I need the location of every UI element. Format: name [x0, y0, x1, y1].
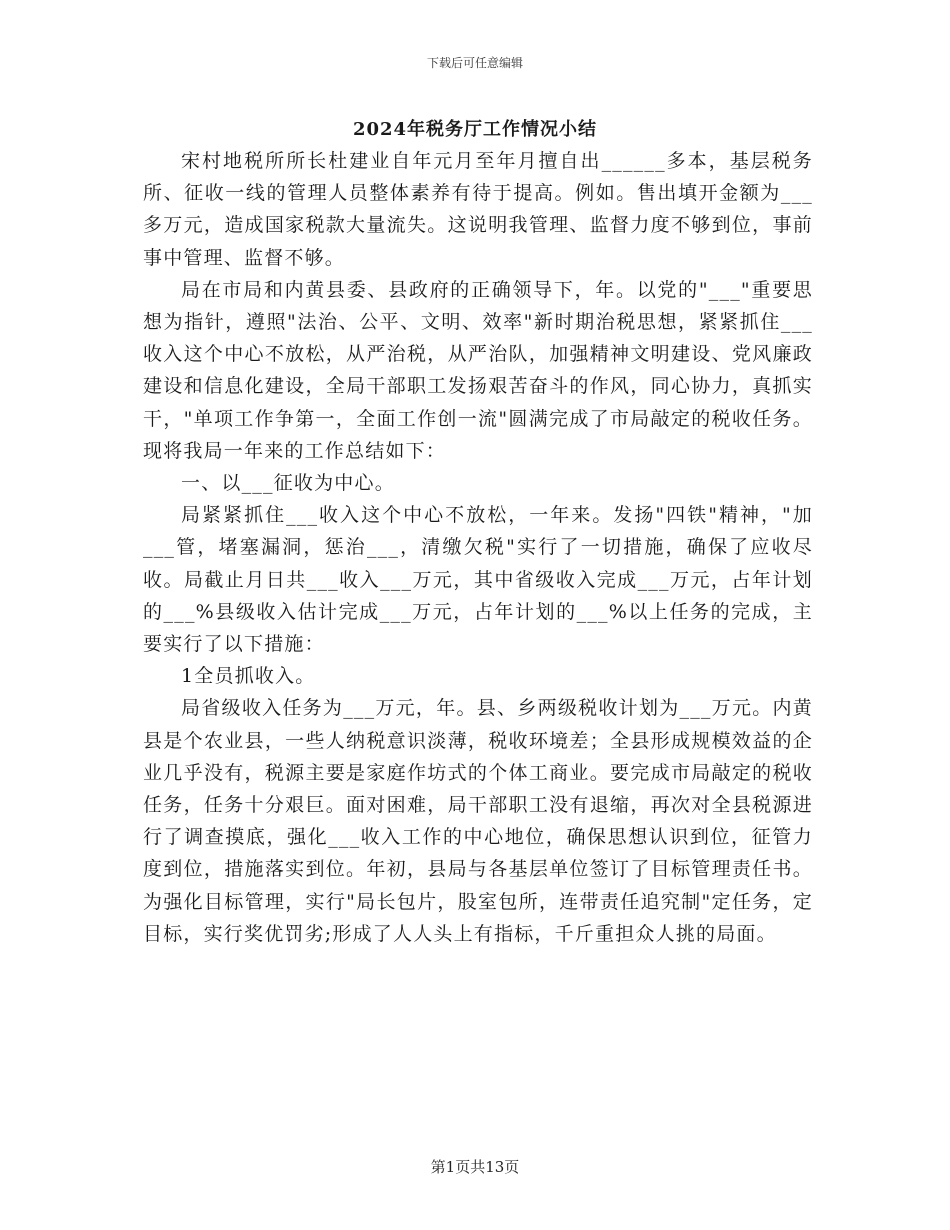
paragraph: 局省级收入任务为___万元，年。县、乡两级税收计划为___万元。内黄县是个农业县，一些人纳税意识淡薄，税收环境差；全县形成规模效益的企业几乎没有，税源主要是家庭作坊式的个体工商业。要完成市局敲定的税收任务，任务十分艰巨。面对困难，局干部职工没有退缩，再次对全县税源进行了调查摸底，强化___收入工作的中心地位，确保思想认识到位，征管力度到位，措施落实到位。年初，县局与各基层单位签订了目标管理责任书。为强化目标管理，实行"局长包片，股室包所，连带责任追究制"定任务，定目标，实行奖优罚劣;形成了人人头上有指标，千斤重担众人挑的局面。	[143, 697, 813, 945]
section-heading: 一、以___征收为中心。	[181, 472, 395, 495]
subsection-heading: 1全员抓收入。	[181, 665, 316, 688]
document-body	[143, 145, 813, 950]
header-note: 下载后可任意编辑	[426, 56, 523, 70]
paragraph: 宋村地税所所长杜建业自年元月至年月擅自出______多本，基层税务所、征收一线的管理人员整体素养有待于提高。例如。售出填开金额为___多万元，造成国家税款大量流失。这说明我管理、监督力度不够到位，事前事中管理、监督不够。	[143, 150, 813, 269]
paragraph: 局在市局和内黄县委、县政府的正确领导下，年。以党的"___"重要思想为指针，遵照"法治、公平、文明、效率"新时期治税思想，紧紧抓住___收入这个中心不放松，从严治税，从严治队，加强精神文明建设、党风廉政建设和信息化建设，全局干部职工发扬艰苦奋斗的作风，同心协力，真抓实干，"单项工作争第一，全面工作创一流"圆满完成了市局敲定的税收任务。现将我局一年来的工作总结如下：	[143, 278, 813, 462]
paragraph: 局紧紧抓住___收入这个中心不放松，一年来。发扬"四铁"精神，"加___管，堵塞漏洞，惩治___，清缴欠税"实行了一切措施，确保了应收尽收。局截止月日共___收入___万元，其中省级收入完成___万元，占年计划的___%县级收入估计完成___万元，占年计划的___%以上任务的完成，主要实行了以下措施：	[143, 504, 813, 656]
page-footer: 第1页共13页	[430, 1158, 520, 1176]
document-title: 2024年税务厅工作情况小结	[352, 119, 598, 140]
